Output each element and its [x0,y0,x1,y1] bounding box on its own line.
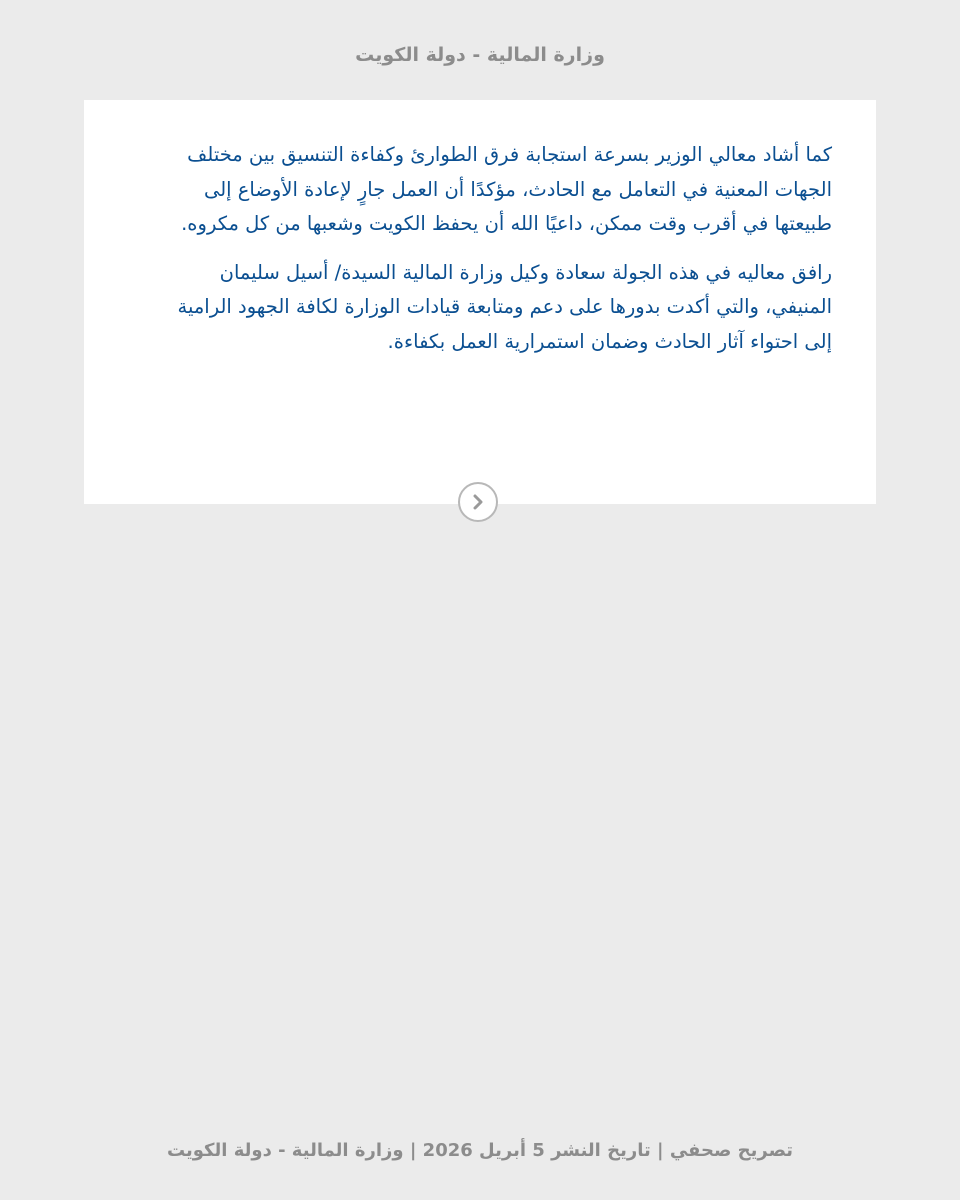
article-card [84,100,876,504]
article-paragraph: كما أشاد معالي الوزير بسرعة استجابة فرق الطوارئ وكفاءة التنسيق بين مختلف الجهات المعنية في التعامل مع الحادث، مؤكدًا أن العمل جارٍ لإعادة الأوضاع إلى طبيعتها في أقرب وقت ممكن، داعيًا الله أن يحفظ الكويت وشعبها من كل مكروه. [181,143,832,235]
page-header-title: وزارة المالية - دولة الكويت [355,44,605,66]
next-slide-button[interactable] [458,482,498,522]
footer-caption: تصريح صحفي | تاريخ النشر 5 أبريل 2026 | وزارة المالية - دولة الكويت [166,1140,794,1161]
chevron-right-icon [469,493,487,511]
article-body [152,138,832,373]
article-paragraph: رافق معاليه في هذه الجولة سعادة وكيل وزارة المالية السيدة/ أسيل سليمان المنيفي، والتي أكدت بدورها على دعم ومتابعة قيادات الوزارة لكافة الجهود الرامية إلى احتواء آثار الحادث وضمان استمرارية العمل بكفاءة. [177,260,832,353]
